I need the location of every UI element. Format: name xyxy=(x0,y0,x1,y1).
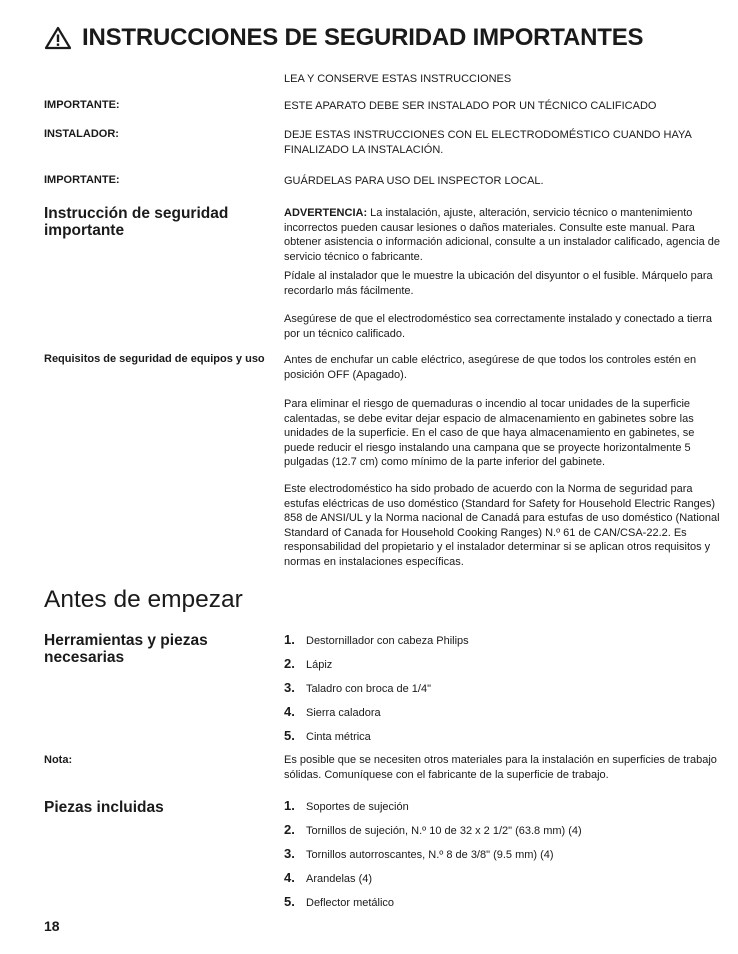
equipment-paragraph: Para eliminar el riesgo de quemaduras o incendio al tocar unidades de la superficie calentadas, se debe evitar dejar espacio de almacenamiento en gabinetes sobre las unidades de la superficie. En el caso de que haya almacenamiento en gabinetes, se puede reducir el riesgo instalando una campana que se proyecte horizontalmente 5 pulgadas (12.7 cm) como mínimo de la parte inferior del gabinete. xyxy=(284,398,695,468)
row-text: ESTE APARATO DEBE SER INSTALADO POR UN TÉCNICO CALIFICADO xyxy=(284,100,657,112)
warning-label: ADVERTENCIA: xyxy=(284,207,368,219)
list-item: 5. Cinta métrica xyxy=(284,728,371,743)
warning-text: La instalación, ajuste, alteración, servicio técnico o mantenimiento incorrectos pueden causar lesiones o daños materiales. Consulte este manual. Para obtener asistencia o información adicional, consulte a un instalador calificado, agencia de servicio técnico o fabricante. xyxy=(284,207,720,263)
list-item: 2. Lápiz xyxy=(284,656,333,671)
intro-line: LEA Y CONSERVE ESTAS INSTRUCCIONES xyxy=(284,73,512,85)
row-label: IMPORTANTE: xyxy=(44,99,120,111)
list-item: 5. Deflector metálico xyxy=(284,894,395,909)
list-item: 3. Tornillos autorroscantes, N.º 8 de 3/8" (9.5 mm) (4) xyxy=(284,846,554,861)
list-item: 4. Sierra caladora xyxy=(284,704,381,719)
page-title xyxy=(44,24,643,52)
warning-triangle-icon xyxy=(44,26,72,50)
equipment-label: Requisitos de seguridad de equipos y uso xyxy=(44,353,265,365)
list-item: 3. Taladro con broca de 1/4" xyxy=(284,680,431,695)
note-label: Nota: xyxy=(44,754,73,766)
safety-heading: Instrucción de seguridad importante xyxy=(44,205,229,239)
row-label: INSTALADOR: xyxy=(44,128,119,140)
list-item: 1. Soportes de sujeción xyxy=(284,798,409,813)
safety-warning xyxy=(284,206,720,264)
list-item: 1. Destornillador con cabeza Philips xyxy=(284,632,469,647)
parts-heading: Piezas incluidas xyxy=(44,799,164,816)
row-text: GUÁRDELAS PARA USO DEL INSPECTOR LOCAL. xyxy=(284,175,544,187)
note-text: Es posible que se necesiten otros materiales para la instalación en superficies de trabajo sólidas. Comuníquese con el fabricante de la superficie de trabajo. xyxy=(284,754,717,781)
row-text: DEJE ESTAS INSTRUCCIONES CON EL ELECTRODOMÉSTICO CUANDO HAYA FINALIZADO LA INSTALACIÓN. xyxy=(284,129,692,156)
row-label: IMPORTANTE: xyxy=(44,174,120,186)
safety-paragraph: Pídale al instalador que le muestre la ubicación del disyuntor o el fusible. Márquelo para recordarlo más fácilmente. xyxy=(284,270,713,297)
equipment-paragraph: Antes de enchufar un cable eléctrico, asegúrese de que todos los controles estén en posición OFF (Apagado). xyxy=(284,354,697,381)
tools-heading: Herramientas y piezas necesarias xyxy=(44,632,208,666)
list-item: 4. Arandelas (4) xyxy=(284,870,373,885)
list-item: 2. Tornillos de sujeción, N.º 10 de 32 x 2 1/2" (63.8 mm) (4) xyxy=(284,822,582,837)
page-number: 18 xyxy=(44,918,60,934)
equipment-paragraph: Este electrodoméstico ha sido probado de acuerdo con la Norma de seguridad para estufas eléctricas de uso doméstico (Standard for Safety for Household Electric Ranges) 858 de ANSI/UL y la Norma nacional de Canadá para estufas de uso doméstico (National Standard of Canada for Household Cooking Ranges) N.º 61 de CAN/CSA-22.2. Es responsabilidad del propietario y el instalador determinar si se aplican otros requisitos y normas en instalaciones específicas. xyxy=(284,483,720,568)
section-heading: Antes de empezar xyxy=(44,586,243,613)
page-title-text: INSTRUCCIONES DE SEGURIDAD IMPORTANTES xyxy=(82,24,644,51)
safety-paragraph: Asegúrese de que el electrodoméstico sea correctamente instalado y conectado a tierra por un técnico calificado. xyxy=(284,313,713,340)
